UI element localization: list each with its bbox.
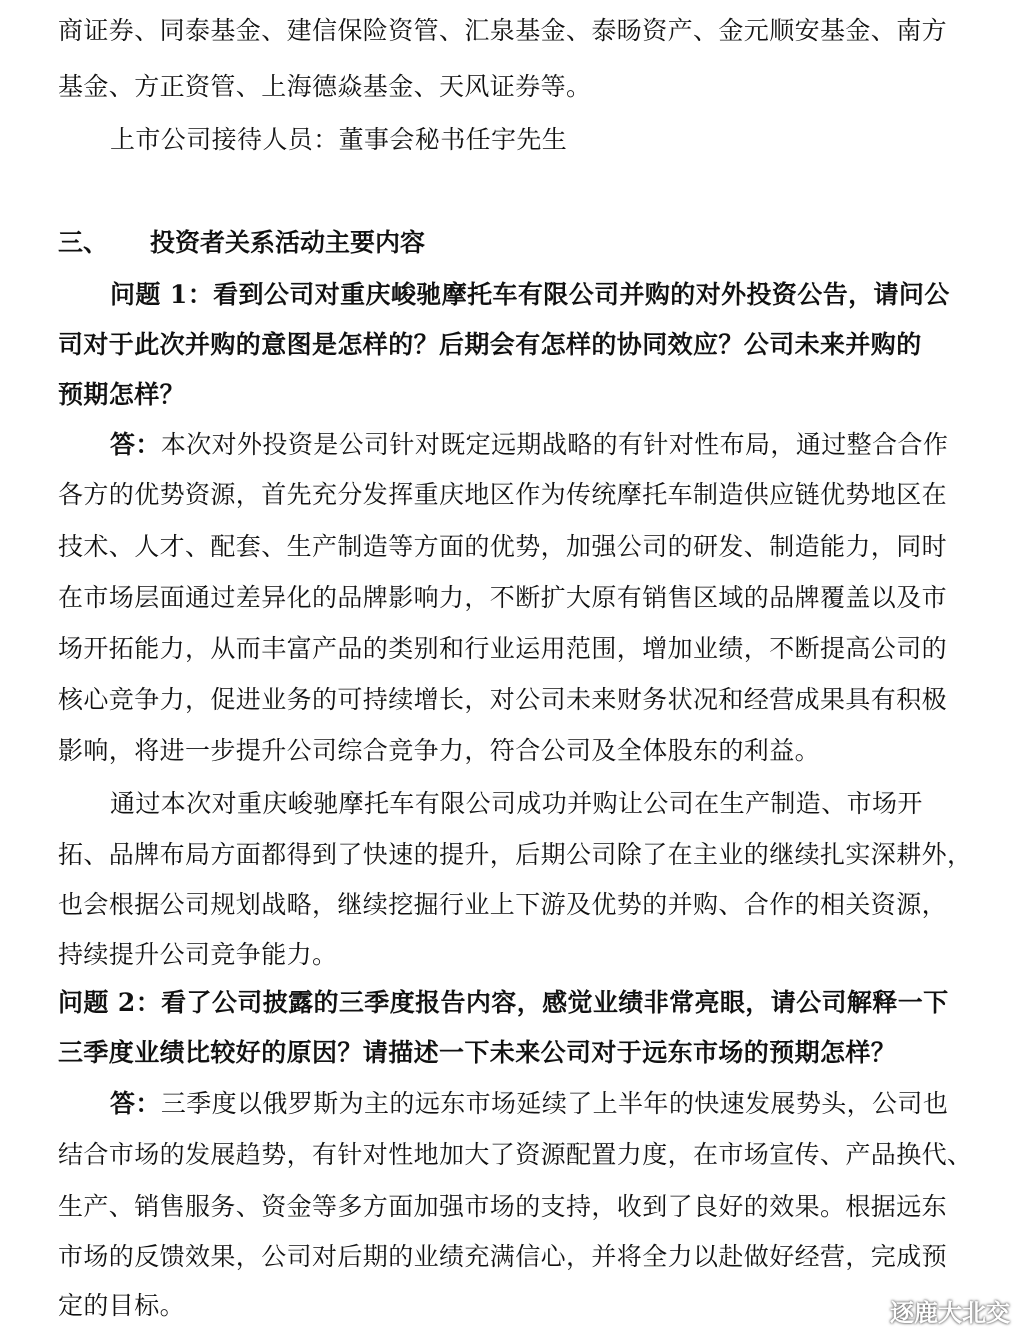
answer-label: 答： xyxy=(110,430,161,459)
q1-line-3: 预期怎样？ xyxy=(58,380,186,409)
q1-answer-line-1 xyxy=(110,428,970,462)
q2-answer-line-4: 市场的反馈效果，公司对后期的业绩充满信心，并将全力以赴做好经营，完成预 xyxy=(58,1242,948,1271)
q2-line-2: 三季度业绩比较好的原因？请描述一下未来公司对于远东市场的预期怎样？ xyxy=(58,1038,897,1067)
answer-text: 三季度以俄罗斯为主的远东市场延续了上半年的快速发展势头，公司也 xyxy=(160,1089,949,1118)
q1-answer-line-7: 影响，将进一步提升公司综合竞争力，符合公司及全体股东的利益。 xyxy=(58,736,821,765)
q1-answer-line-3: 技术、人才、配套、生产制造等方面的优势，加强公司的研发、制造能力，同时 xyxy=(58,532,948,561)
weibo-icon xyxy=(848,1296,884,1324)
answer-label: 答： xyxy=(110,1089,161,1118)
intro-line-1: 商证券、同泰基金、建信保险资管、汇泉基金、泰旸资产、金元顺安基金、南方 xyxy=(58,16,948,45)
q2-answer-line-5: 定的目标。 xyxy=(58,1291,186,1320)
section-title: 投资者关系活动主要内容 xyxy=(150,228,426,257)
q2-answer-line-2: 结合市场的发展趋势，有针对性地加大了资源配置力度，在市场宣传、产品换代、 xyxy=(58,1140,973,1169)
q1-para2-line-2: 拓、品牌布局方面都得到了快速的提升，后期公司除了在主业的继续扎实深耕外， xyxy=(58,840,973,869)
q1-para2-line-3: 也会根据公司规划战略，继续挖掘行业上下游及优势的并购、合作的相关资源， xyxy=(58,890,948,919)
q1-para2-line-4: 持续提升公司竞争能力。 xyxy=(58,940,338,969)
q1-para2-line-1: 通过本次对重庆峻驰摩托车有限公司成功并购让公司在生产制造、市场开 xyxy=(110,789,923,818)
watermark-text: 逐鹿大北交 xyxy=(890,1298,1010,1327)
intro-line-2: 基金、方正资管、上海德焱基金、天风证券等。 xyxy=(58,72,592,101)
q2-answer-line-1 xyxy=(110,1087,970,1121)
q2-line-1: 问题 2：看了公司披露的三季度报告内容，感觉业绩非常亮眼，请公司解释一下 xyxy=(58,988,949,1017)
q1-answer-line-4: 在市场层面通过差异化的品牌影响力，不断扩大原有销售区域的品牌覆盖以及市 xyxy=(58,583,948,612)
q2-answer-line-3: 生产、销售服务、资金等多方面加强市场的支持，收到了良好的效果。根据远东 xyxy=(58,1192,948,1221)
reception-line: 上市公司接待人员：董事会秘书任宇先生 xyxy=(110,125,568,154)
q1-answer-line-6: 核心竞争力，促进业务的可持续增长，对公司未来财务状况和经营成果具有积极 xyxy=(58,685,948,714)
q1-line-2: 司对于此次并购的意图是怎样的？后期会有怎样的协同效应？公司未来并购的 xyxy=(58,330,922,359)
section-number: 三、 xyxy=(58,228,109,257)
answer-text: 本次对外投资是公司针对既定远期战略的有针对性布局，通过整合合作 xyxy=(160,430,949,459)
q1-line-1: 问题 1：看到公司对重庆峻驰摩托车有限公司并购的对外投资公告，请问公 xyxy=(110,280,950,309)
weibo-watermark xyxy=(848,1292,1010,1328)
q1-answer-line-2: 各方的优势资源，首先充分发挥重庆地区作为传统摩托车制造供应链优势地区在 xyxy=(58,480,948,509)
q1-answer-line-5: 场开拓能力，从而丰富产品的类别和行业运用范围，增加业绩，不断提高公司的 xyxy=(58,634,948,663)
